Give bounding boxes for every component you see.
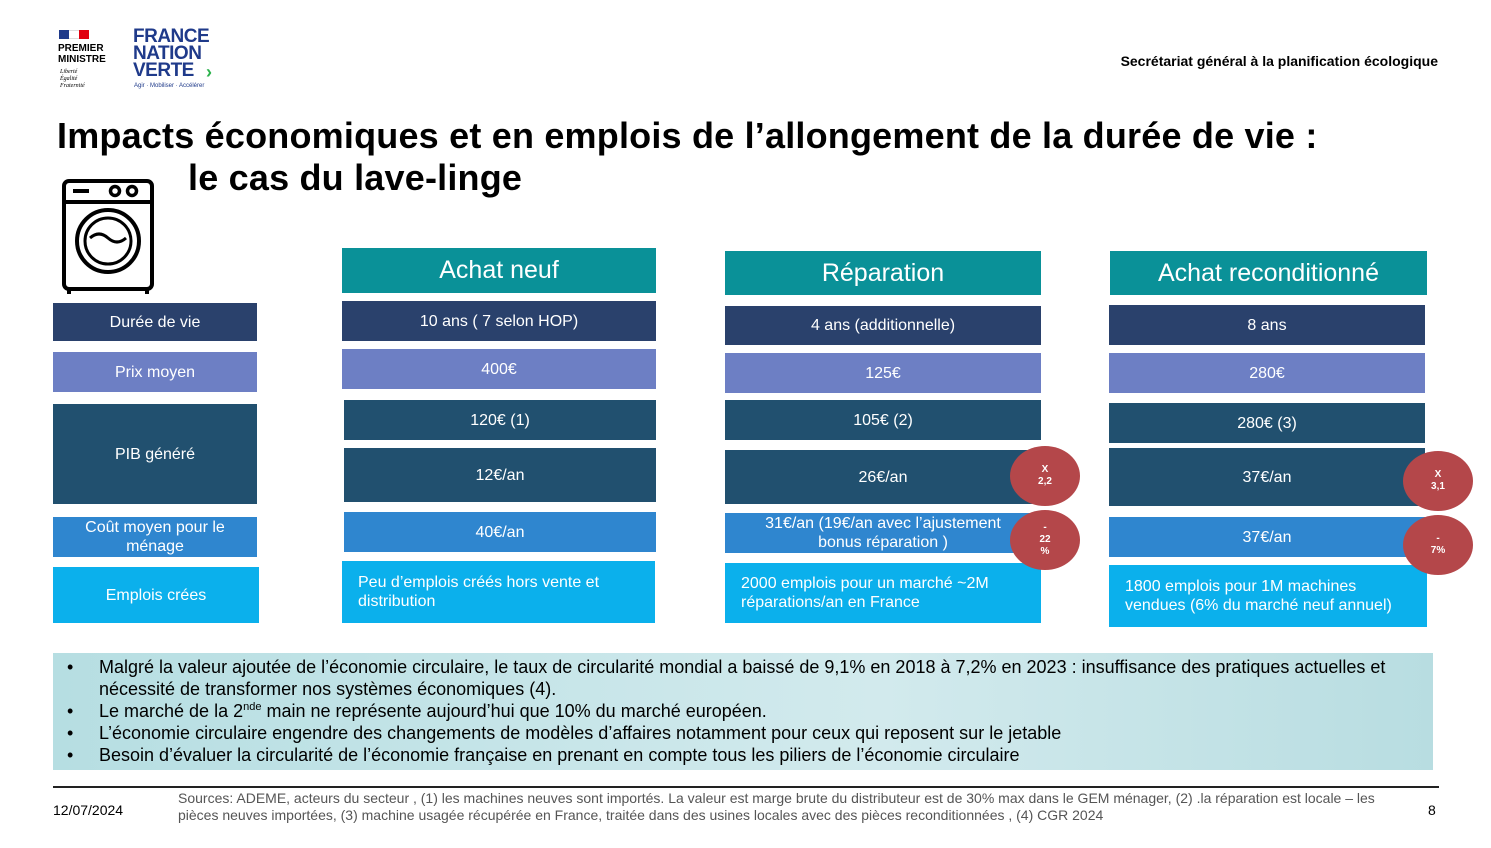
fnv-tagline: Agir · Mobiliser · Accélérer <box>134 83 205 89</box>
reparation-emplois-cell: 2000 emplois pour un marché ~2M réparations/an en France <box>725 563 1041 623</box>
washing-machine-icon <box>59 178 157 296</box>
neuf-pib-total-cell: 120€ (1) <box>344 400 656 440</box>
reparation-pib-total-cell: 105€ (2) <box>725 400 1041 440</box>
row-label-cout: Coût moyen pour le ménage <box>53 517 257 557</box>
column-header-achat-reconditionne: Achat reconditionné <box>1110 251 1427 295</box>
reparation-cout-reduction-badge <box>1010 510 1080 570</box>
key-points-list <box>53 656 1433 766</box>
key-point-text: Le marché de la 2 <box>99 701 244 721</box>
tricolor-flag-icon <box>59 30 89 39</box>
badge-line: - <box>1436 533 1440 544</box>
reparation-prix-cell: 125€ <box>725 353 1041 393</box>
badge-line: % <box>1040 546 1050 557</box>
recond-pib-total-cell: 280€ (3) <box>1109 403 1425 443</box>
key-point-superscript: nde <box>243 701 262 713</box>
badge-line: 7% <box>1430 545 1446 556</box>
reparation-pib-annual-cell: 26€/an <box>725 450 1041 504</box>
badge-line: X <box>1434 469 1442 480</box>
recond-pib-multiplier-badge <box>1403 451 1473 511</box>
footer-divider <box>53 786 1439 788</box>
gov-mark-line-1: PREMIER <box>58 43 104 54</box>
badge-line: X <box>1041 464 1049 475</box>
fnv-line-3: VERTE <box>133 60 194 81</box>
fnv-chevron-icon: › <box>206 62 212 82</box>
key-point <box>53 700 1433 722</box>
recond-cout-reduction-badge <box>1403 515 1473 575</box>
row-label-pib: PIB généré <box>53 404 257 504</box>
key-point-text: main ne représente aujourd’hui que 10% du marché européen. <box>261 701 767 721</box>
neuf-cout-cell: 40€/an <box>344 512 656 552</box>
neuf-emplois-cell: Peu d’emplois créés hors vente et distribution <box>342 561 655 623</box>
motto-line-3: Fraternité <box>60 83 85 89</box>
recond-pib-annual-cell: 37€/an <box>1109 448 1425 506</box>
key-point: • Malgré la valeur ajoutée de l’économie circulaire, le taux de circularité mondial a baissé de 9,1% en 2018 à 7,2% en 2023 : insuffisance des pratiques actuelles et nécessité de transformer nos systèmes économiques (4). <box>53 656 1433 700</box>
organization-name: Secrétariat général à la planification écologique <box>1120 53 1438 69</box>
fnv-line-1: FRANCE <box>133 26 210 47</box>
reparation-duree-cell: 4 ans (additionnelle) <box>725 306 1041 345</box>
neuf-prix-cell: 400€ <box>342 349 656 389</box>
key-points-panel <box>53 653 1433 770</box>
motto-line-1: Liberté <box>60 69 78 75</box>
france-nation-verte-logo <box>133 28 228 94</box>
page-title-line-2: le cas du lave-linge <box>188 157 523 198</box>
reparation-pib-multiplier-badge <box>1010 446 1080 506</box>
row-label-duree: Durée de vie <box>53 303 257 341</box>
row-label-emplois: Emplois crées <box>53 567 259 623</box>
page-number: 8 <box>1428 802 1436 818</box>
neuf-pib-annual-cell: 12€/an <box>344 448 656 502</box>
page-title-line-1: Impacts économiques et en emplois de l’allongement de la durée de vie : <box>57 115 1318 156</box>
recond-cout-cell: 37€/an <box>1109 517 1425 557</box>
key-point: • Besoin d’évaluer la circularité de l’économie française en prenant en compte tous les piliers de l’économie circulaire <box>53 744 1433 766</box>
column-header-reparation: Réparation <box>725 251 1041 295</box>
footer-date: 12/07/2024 <box>53 802 124 818</box>
fnv-line-2: NATION <box>133 43 202 64</box>
motto-line-2: Égalité <box>60 76 78 82</box>
column-header-achat-neuf: Achat neuf <box>342 248 656 293</box>
badge-line: - <box>1043 522 1047 533</box>
recond-duree-cell: 8 ans <box>1109 305 1425 345</box>
neuf-duree-cell: 10 ans ( 7 selon HOP) <box>342 301 656 341</box>
recond-prix-cell: 280€ <box>1109 353 1425 393</box>
badge-line: 22 <box>1039 534 1051 545</box>
footer-sources: Sources: ADEME, acteurs du secteur , (1) les machines neuves sont importés. La valeur est marge brute du distributeur est de 30% max dans le GEM ménager, (2) .la réparation est locale – les pièces neuves importées, (3) machine usagée récupérée en France, traitée dans des usines locales avec des pièces reconditionnées , (4) CGR 2024 <box>178 790 1375 823</box>
badge-line: 3,1 <box>1431 481 1445 492</box>
badge-line: 2,2 <box>1038 476 1052 487</box>
key-point: • L’économie circulaire engendre des changements de modèles d’affaires notamment pour ceux qui reposent sur le jetable <box>53 722 1433 744</box>
gov-logo <box>57 28 119 94</box>
gov-mark-line-2: MINISTRE <box>58 54 106 65</box>
row-label-prix: Prix moyen <box>53 352 257 392</box>
reparation-cout-cell: 31€/an (19€/an avec l’ajustement bonus réparation ) <box>725 513 1041 553</box>
recond-emplois-cell: 1800 emplois pour 1M machines vendues (6% du marché neuf annuel) <box>1109 565 1427 627</box>
